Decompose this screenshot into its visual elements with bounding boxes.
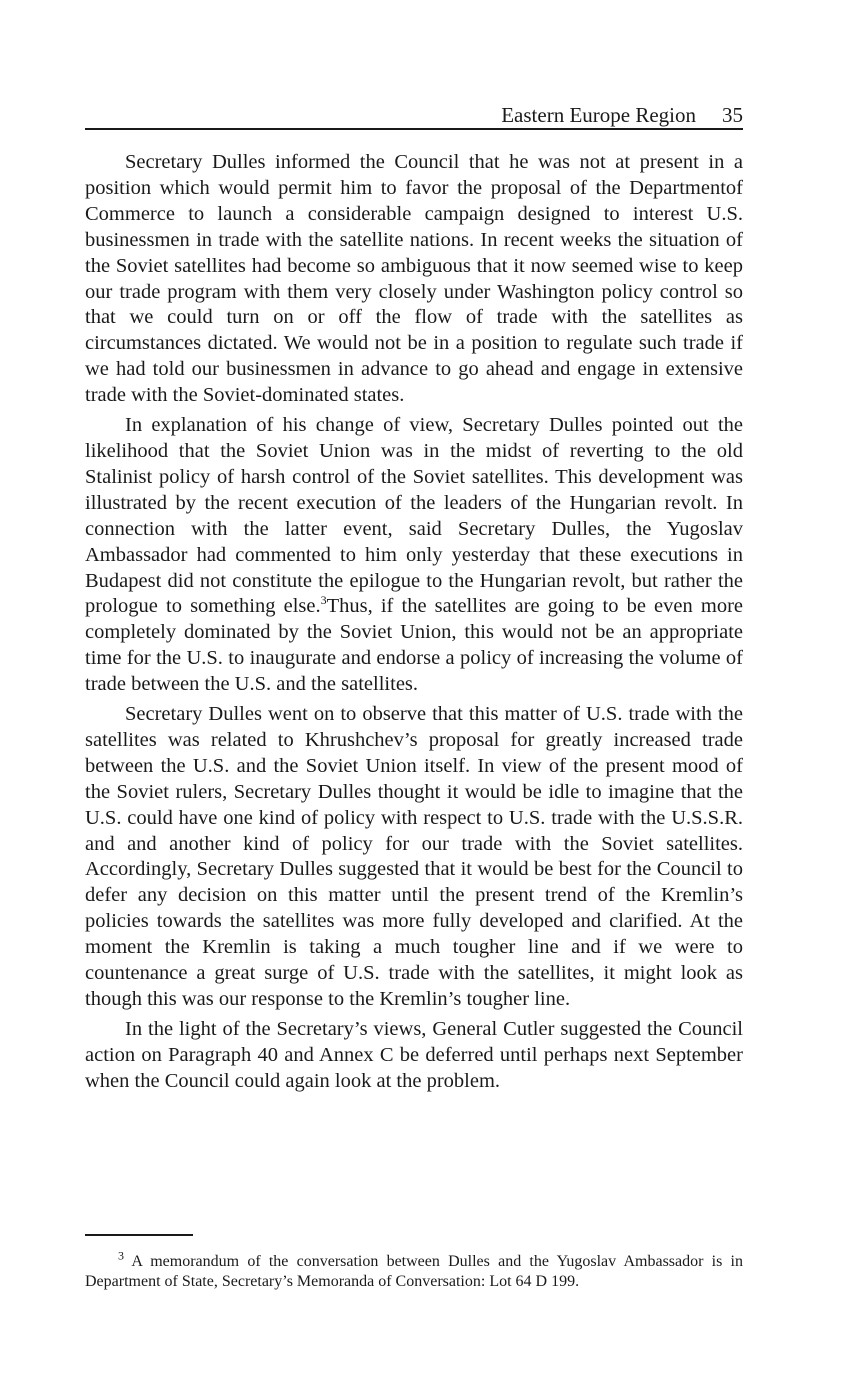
running-head [85, 98, 743, 130]
paragraph-2-text-a: In explanation of his change of view, Secretary Dulles pointed out the likelihood that the Soviet Union was in the midst of reverting to the old Stalinist policy of harsh control of the Soviet satellites. This development was illustrated by the recent execution of the leaders of the Hungarian revolt. In connection with the latter event, said Secretary Dulles, the Yugoslav Ambassador had commented to him only yesterday that these executions in Budapest did not constitute the epilogue to the Hungarian revolt, but rather the prologue to something else. [85, 414, 743, 618]
body-text [85, 150, 743, 1099]
section-title: Eastern Europe Region [501, 103, 696, 127]
paragraph-2 [85, 413, 743, 698]
paragraph-2-text-b: Thus, if the satellites are going to be even more completely dominated by the Soviet Union, this would not be an appropriate time for the U.S. to inaugurate and endorse a policy of increasing the volume of trade between the U.S. and the satellites. [85, 595, 743, 696]
footnote-marker: 3 [118, 1248, 124, 1263]
footnote-reference: 3 [320, 593, 327, 608]
paragraph-1: Secretary Dulles informed the Council that he was not at present in a position which would permit him to favor the proposal of the Departmentof Commerce to launch a considerable campaign designed to interest U.S. businessmen in trade with the satellite nations. In recent weeks the situation of the Soviet satellites had become so ambiguous that it now seemed wise to keep our trade program with them very closely under Washington policy control so that we could turn on or off the flow of trade with the satellites as circumstances dictated. We would not be in a position to regulate such trade if we had told our businessmen in advance to go ahead and engage in extensive trade with the Soviet-dominated states. [85, 151, 743, 407]
page-number: 35 [722, 103, 743, 127]
paragraph-3: Secretary Dulles went on to observe that this matter of U.S. trade with the satellites was related to Khrushchev’s proposal for greatly increased trade between the U.S. and the Soviet Union itself. In view of the present mood of the Soviet rulers, Secretary Dulles thought it would be idle to imagine that the U.S. could have one kind of policy with respect to U.S. trade with the U.S.S.R. and and another kind of policy for our trade with the Soviet satellites. Accordingly, Secretary Dulles suggested that it would be best for the Council to defer any decision on this matter until the present trend of the Kremlin’s policies towards the satellites was more fully developed and clarified. At the moment the Kremlin is taking a much tougher line and if we were to countenance a great surge of U.S. trade with the satellites, it might look as though this was our response to the Kremlin’s tougher line. [85, 703, 743, 1010]
paragraph-4: In the light of the Secretary’s views, General Cutler suggested the Council action on Paragraph 40 and Annex C be deferred until perhaps next September when the Council could again look at the problem. [85, 1017, 743, 1092]
footnote-text: A memorandum of the conversation between Dulles and the Yugoslav Ambassador is in Department of State, Secretary’s Memoranda of Conversation: Lot 64 D 199. [85, 1253, 743, 1290]
footnote-divider [85, 1234, 193, 1236]
footnote [85, 1248, 743, 1292]
